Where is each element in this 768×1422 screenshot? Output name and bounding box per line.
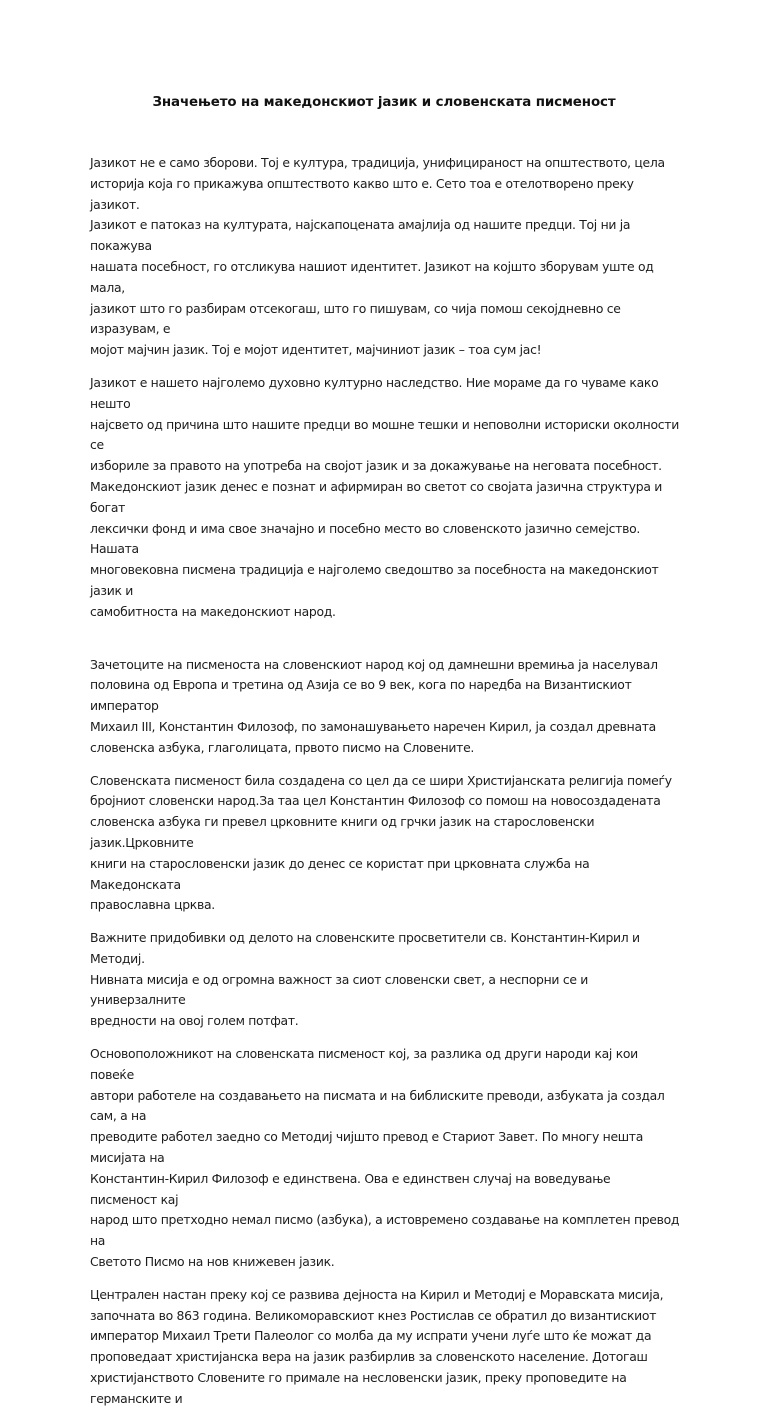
paragraph-achievements: Важните придобивки од делото на словенските просветители св. Константин-Кирил и Методиј. Нивната мисија е од огромна важност за сиот словенски свет, а неспорни се и универзалните вредности на овој голем потфат. (90, 930, 640, 1029)
paragraph-origins-of-literacy: Зачетоците на писменоста на словенскиот народ кој од дамнешни времиња ја населувал половина од Европа и третина од Азија се во 9 век, кога по наредба на Византискиот император Михаил III, Константин Филозоф, по замонашувањето наречен Кирил, ја создал древната словенска азбука, глаголицата, првото писмо на Словените. (90, 656, 658, 755)
paragraph-language-identity: Јазикот не е само зборови. Тој е култура, традиција, унифицираност на општеството, цела историја која го прикажува општеството какво што е. Сето тоа е отелотворено преку јазикот. Јазикот е патоказ на културата, најскапоцената амајлија од нашите предци. Тој ни ја покажува нашата посебност, го отсликува нашиот идентитет. Јазикот на којшто зборувам уште од мала, јазикот што го разбирам отсекогаш, што го пишувам, со чија помош секојдневно се изразувам, е мојот мајчин јазик. Тој е мојот идентитет, мајчиниот јазик – тоа сум јас! (90, 155, 665, 358)
paragraph-purpose-of-literacy: Словенската писменост била создадена со цел да се шири Христијанската религија помеѓу бројниот словенски народ.За таа цел Константин Филозоф со помош на новосоздадената словенска азбука ги превел црковните книги од грчки јазик на старословенски јазик.Црковните книги на старословенски јазик до денес се користат при црковната служба на Македонската православна црква. (90, 772, 672, 913)
document-title: Значењето на македонскиот јазик и словенската писменост (152, 95, 616, 110)
paragraph-founder: Основоположникот на словенската писменост кој, за разлика од други народи кај кои повеќе автори работеле на создавањето на писмата и на библиските преводи, азбуката ја создал сам, а на преводите работел заедно со Методиј чијшто превод е Стариот Завет. По многу нешта мисијата на Константин-Кирил Филозоф е единствена. Ова е единствен случај на воведување писменост кај народ што претходно немал писмо (азбука), а истовремено создавање на комплетен превод на Светото Писмо на нов книжевен јазик. (90, 1046, 680, 1270)
paragraph-cultural-heritage: Јазикот е нашето најголемо духовно културно наследство. Ние мораме да го чуваме како нешто најсвето од причина што нашите предци во мошне тешки и неповолни историски околности се избориле за правото на употреба на својот јазик и за докажување на неговата посебност. Македонскиот јазик денес е познат и афирмиран во светот со својата јазична структура и богат лексички фонд и има свое значајно и посебно место во словенското јазично семејство. Нашата многовековна писмена традиција е најголемо сведоштво за посебноста на македонскиот јазик и самобитноста на македонскиот народ. (90, 374, 679, 619)
paragraph-moravian-mission: Централен настан преку кој се развива дејноста на Кирил и Методиј е Моравската мисија, започната во 863 година. Великоморавскиот кнез Ростислав се обратил до византискиот император Михаил Трети Палеолог со молба да му испрати учени луѓе што ќе можат да проповедаат христијанска вера на јазик разбирлив за словенското население. Дотогаш христијанството Словените го примале на несловенски јазик, преку проповедите на германските и (90, 1286, 664, 1406)
document-body (90, 153, 680, 1422)
